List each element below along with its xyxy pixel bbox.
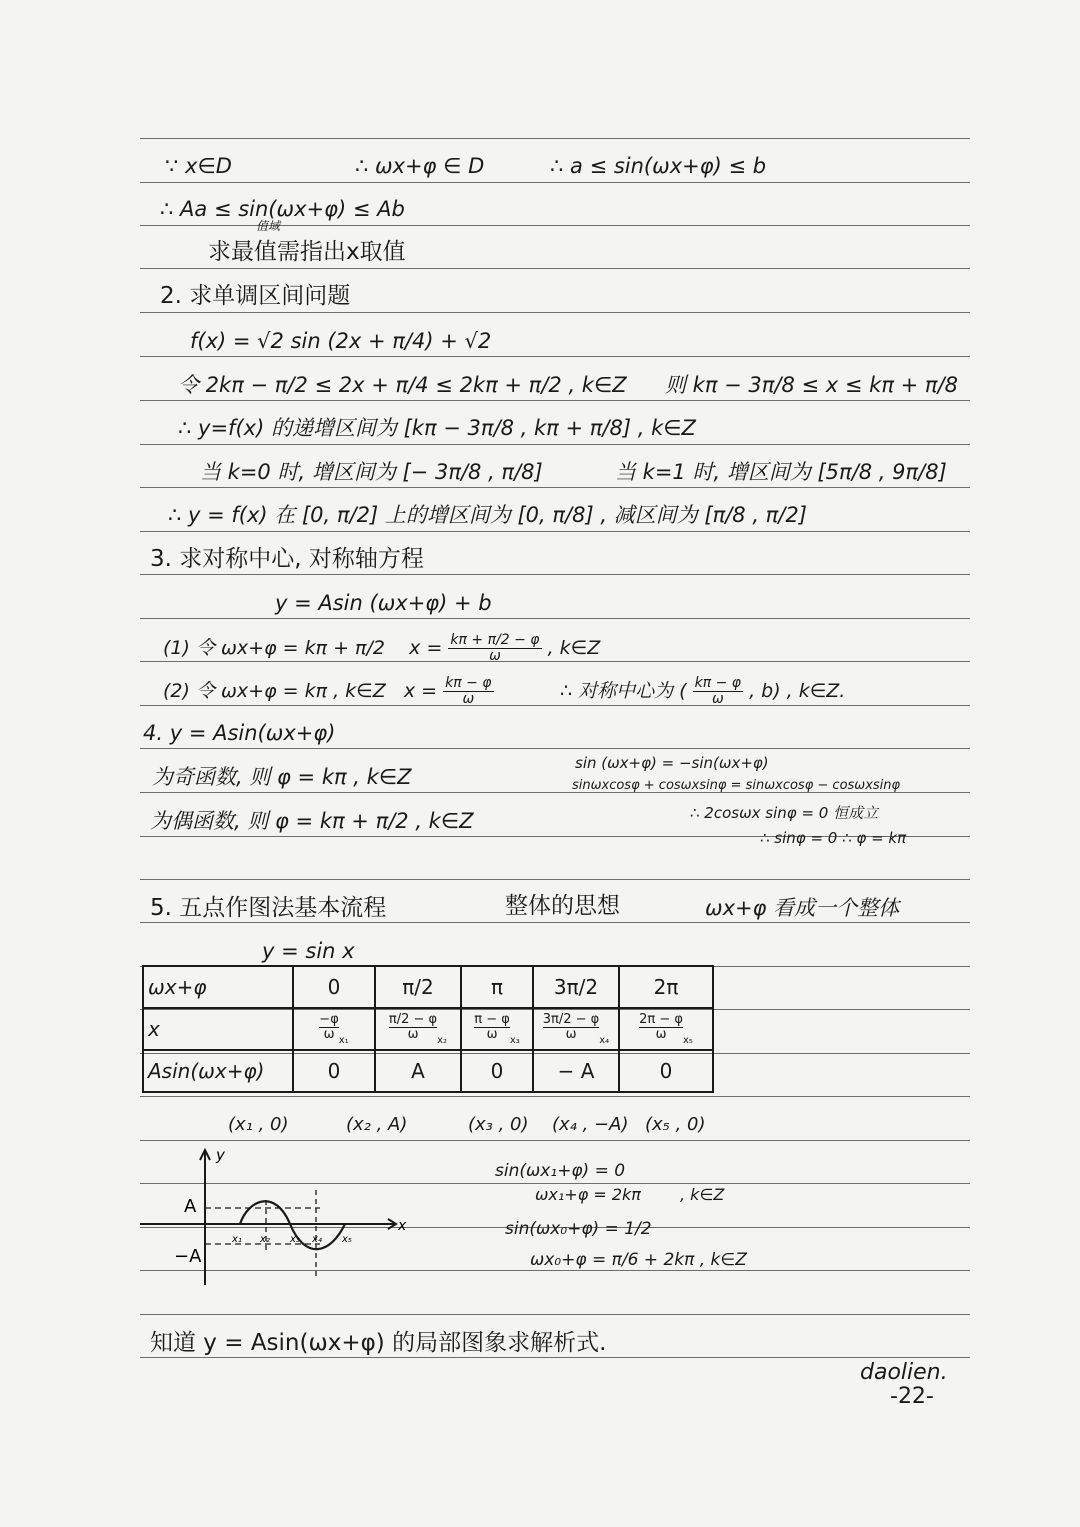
table-cell: 2π bbox=[619, 966, 713, 1008]
table-cell: 0 bbox=[293, 1050, 375, 1092]
section-2-title: 2. 求单调区间问题 bbox=[160, 283, 351, 309]
sec3-case1-x: x = bbox=[409, 637, 443, 659]
cell-fraction bbox=[319, 1013, 338, 1042]
ruled-line bbox=[140, 487, 970, 488]
sec3-center-fraction bbox=[693, 676, 743, 707]
sec3-case2 bbox=[163, 676, 845, 707]
tick-x5: x₅ bbox=[342, 1234, 352, 1245]
ruled-line bbox=[140, 1314, 970, 1315]
ruled-line bbox=[140, 531, 970, 532]
negative-amplitude-label: −A bbox=[174, 1246, 202, 1267]
table-row bbox=[143, 1008, 713, 1050]
table-cell: 0 bbox=[293, 966, 375, 1008]
note-sin-range: ∴ a ≤ sin(ωx+φ) ≤ b bbox=[550, 154, 767, 178]
point-3: (x₃ , 0) bbox=[468, 1114, 529, 1135]
ruled-line bbox=[140, 1357, 970, 1358]
fraction-denominator: ω bbox=[462, 691, 475, 707]
x-subscript: x₁ bbox=[338, 1034, 349, 1046]
sec2-increasing: ∴ y=f(x) 的递增区间为 [kπ − 3π/8 , kπ + π/8] , k∈Z bbox=[178, 416, 696, 440]
sec2-let: 令 2kπ − π/2 ≤ 2x + π/4 ≤ 2kπ + π/2 , k∈Z bbox=[178, 373, 627, 397]
amplitude-label: A bbox=[184, 1196, 197, 1217]
y-axis-label: y bbox=[216, 1146, 225, 1164]
section-4-title: 4. y = Asin(ωx+φ) bbox=[143, 721, 336, 745]
sec3-case2-fraction bbox=[443, 676, 493, 707]
fraction-denominator: ω bbox=[711, 691, 724, 707]
sec4-proof-2: sinωxcosφ + cosωxsinφ = sinωxcosφ − cosωxsinφ bbox=[572, 778, 901, 793]
fraction-numerator: kπ − φ bbox=[694, 675, 742, 691]
sec4-proof-3: ∴ 2cosωx sinφ = 0 恒成立 bbox=[690, 804, 879, 822]
fraction-numerator: π/2 − φ bbox=[388, 1011, 438, 1027]
cell-fraction bbox=[474, 1013, 510, 1042]
fraction-numerator: −φ bbox=[319, 1011, 339, 1027]
cell-fraction bbox=[639, 1013, 683, 1042]
tick-x4: x₄ bbox=[312, 1234, 322, 1245]
fraction-numerator: π − φ bbox=[474, 1011, 510, 1027]
section-5-title: 5. 五点作图法基本流程 bbox=[150, 895, 387, 921]
note-asin-range: ∴ Aa ≤ sin(ωx+φ) ≤ Ab bbox=[160, 197, 405, 221]
sine-sketch-graph bbox=[130, 1140, 430, 1290]
sec3-center-label: ∴ 对称中心为 ( bbox=[559, 680, 687, 702]
table-row bbox=[143, 1050, 713, 1092]
sec3-function: y = Asin (ωx+φ) + b bbox=[275, 591, 492, 615]
sec3-center-end: , b) , k∈Z. bbox=[749, 680, 846, 702]
x-subscript: x₂ bbox=[437, 1034, 448, 1046]
annotation-range: 值域 bbox=[256, 219, 281, 233]
x-subscript: x₃ bbox=[509, 1034, 520, 1046]
table-cell bbox=[375, 1008, 461, 1050]
sec5-eq1: sin(ωx₁+φ) = 0 bbox=[495, 1161, 626, 1181]
sec2-interval: ∴ y = f(x) 在 [0, π/2] 上的增区间为 [0, π/8] , 减区间为 [π/8 , π/2] bbox=[168, 503, 807, 527]
fraction-denominator: ω bbox=[323, 1026, 335, 1042]
fraction-numerator: kπ + π/2 − φ bbox=[450, 632, 540, 648]
sec3-case1-let: (1) 令 ωx+φ = kπ + π/2 bbox=[163, 637, 385, 659]
table-cell: 0 bbox=[461, 1050, 533, 1092]
cell-fraction bbox=[389, 1013, 437, 1042]
tick-x1: x₁ bbox=[232, 1234, 242, 1245]
ruled-line bbox=[140, 1096, 970, 1097]
sec5-eq3: sin(ωx₀+φ) = 1/2 bbox=[505, 1219, 652, 1239]
table-cell: π/2 bbox=[375, 966, 461, 1008]
point-1: (x₁ , 0) bbox=[228, 1114, 289, 1135]
sec5-eq4: ωx₀+φ = π/6 + 2kπ , k∈Z bbox=[530, 1250, 747, 1270]
sec3-case1-k: , k∈Z bbox=[547, 637, 601, 659]
table-cell: 0 bbox=[619, 1050, 713, 1092]
fraction-denominator: ω bbox=[655, 1026, 667, 1042]
table-cell: A bbox=[375, 1050, 461, 1092]
five-point-table bbox=[142, 965, 714, 1093]
row-label-phase: ωx+φ bbox=[143, 966, 293, 1008]
point-2: (x₂ , A) bbox=[346, 1114, 408, 1135]
sec5-eq2-k: , k∈Z bbox=[680, 1185, 725, 1204]
fraction-denominator: ω bbox=[407, 1026, 419, 1042]
sec3-case1-fraction bbox=[448, 633, 541, 664]
table-cell: 3π/2 bbox=[533, 966, 619, 1008]
ruled-line bbox=[140, 356, 970, 357]
table-cell bbox=[533, 1008, 619, 1050]
ruled-line bbox=[140, 312, 970, 313]
table-cell bbox=[461, 1008, 533, 1050]
cell-fraction bbox=[543, 1013, 599, 1042]
note-phase-domain: ∴ ωx+φ ∈ D bbox=[355, 154, 485, 178]
sec4-even: 为偶函数, 则 φ = kπ + π/2 , k∈Z bbox=[150, 809, 474, 833]
ruled-line bbox=[140, 922, 970, 923]
sec5-idea: 整体的思想 bbox=[505, 893, 620, 919]
note-extreme-value: 求最值需指出x取值 bbox=[208, 239, 406, 265]
ruled-line bbox=[140, 618, 970, 619]
fraction-denominator: ω bbox=[565, 1026, 577, 1042]
fraction-numerator: 2π − φ bbox=[639, 1011, 683, 1027]
closing-note: 知道 y = Asin(ωx+φ) 的局部图象求解析式. bbox=[150, 1330, 607, 1356]
sec5-ysinx: y = sin x bbox=[262, 939, 355, 963]
row-label-value: Asin(ωx+φ) bbox=[143, 1050, 293, 1092]
sec2-k1: 当 k=1 时, 增区间为 [5π/8 , 9π/8] bbox=[615, 460, 947, 484]
page-number: -22- bbox=[890, 1384, 934, 1409]
x-axis-label: x bbox=[398, 1218, 407, 1234]
sec4-odd: 为奇函数, 则 φ = kπ , k∈Z bbox=[152, 765, 412, 789]
ruled-line bbox=[140, 879, 970, 880]
ruled-line bbox=[140, 268, 970, 269]
ruled-line bbox=[140, 182, 970, 183]
sec4-proof-4: ∴ sinφ = 0 ∴ φ = kπ bbox=[760, 829, 907, 847]
brand-watermark: daolien. bbox=[860, 1360, 948, 1385]
fraction-denominator: ω bbox=[486, 1026, 498, 1042]
sec5-eq2: ωx₁+φ = 2kπ bbox=[535, 1185, 641, 1204]
ruled-line bbox=[140, 748, 970, 749]
table-cell: π bbox=[461, 966, 533, 1008]
point-4: (x₄ , −A) bbox=[552, 1114, 629, 1135]
sec3-case2-let: (2) 令 ωx+φ = kπ , k∈Z bbox=[163, 680, 386, 702]
fraction-numerator: 3π/2 − φ bbox=[542, 1011, 600, 1027]
sec2-function: f(x) = √2 sin (2x + π/4) + √2 bbox=[190, 329, 492, 353]
point-5: (x₅ , 0) bbox=[645, 1114, 706, 1135]
sec5-whole: ωx+φ 看成一个整体 bbox=[705, 896, 900, 920]
x-subscript: x₄ bbox=[599, 1034, 610, 1046]
sec2-then: 则 kπ − 3π/8 ≤ x ≤ kπ + π/8 bbox=[665, 373, 959, 397]
sec3-case2-x: x = bbox=[403, 680, 438, 702]
row-label-x: x bbox=[143, 1008, 293, 1050]
sec3-case1 bbox=[163, 633, 600, 664]
section-3-title: 3. 求对称中心, 对称轴方程 bbox=[150, 546, 424, 572]
ruled-line bbox=[140, 400, 970, 401]
table-cell bbox=[619, 1008, 713, 1050]
tick-x3: x₃ bbox=[290, 1234, 300, 1245]
ruled-line bbox=[140, 138, 970, 139]
table-cell bbox=[293, 1008, 375, 1050]
x-subscript: x₅ bbox=[682, 1034, 693, 1046]
table-cell: − A bbox=[533, 1050, 619, 1092]
sec4-proof-1: sin (ωx+φ) = −sin(ωx+φ) bbox=[575, 754, 769, 772]
sec2-k0: 当 k=0 时, 增区间为 [− 3π/8 , π/8] bbox=[200, 460, 543, 484]
fraction-numerator: kπ − φ bbox=[445, 675, 492, 691]
tick-x2: x₂ bbox=[260, 1234, 270, 1245]
fraction-denominator: ω bbox=[489, 648, 501, 664]
table-row bbox=[143, 966, 713, 1008]
ruled-line bbox=[140, 574, 970, 575]
note-domain: ∵ x∈D bbox=[165, 154, 232, 178]
ruled-line bbox=[140, 444, 970, 445]
